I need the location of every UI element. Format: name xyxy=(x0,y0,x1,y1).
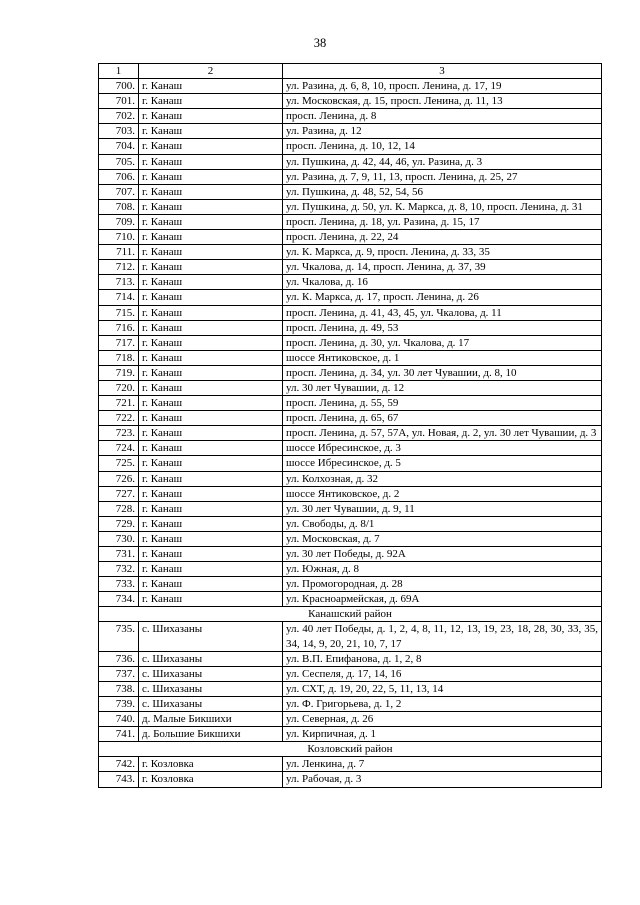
row-number: 711. xyxy=(99,245,139,260)
address-cell: просп. Ленина, д. 30, ул. Чкалова, д. 17 xyxy=(283,335,602,350)
table-row xyxy=(99,651,602,666)
address-cell: ул. Промогородная, д. 28 xyxy=(283,577,602,592)
settlement-cell: г. Канаш xyxy=(139,139,283,154)
row-number: 709. xyxy=(99,214,139,229)
address-cell: ул. Кирпичная, д. 1 xyxy=(283,727,602,742)
address-cell: ул. Разина, д. 12 xyxy=(283,124,602,139)
settlement-cell: д. Малые Бикшихи xyxy=(139,712,283,727)
settlement-cell: с. Шихазаны xyxy=(139,651,283,666)
table-row xyxy=(99,696,602,711)
address-cell: ул. Разина, д. 7, 9, 11, 13, просп. Ленина, д. 25, 27 xyxy=(283,169,602,184)
row-number: 712. xyxy=(99,260,139,275)
row-number: 720. xyxy=(99,380,139,395)
table-row xyxy=(99,727,602,742)
address-cell: ул. В.П. Епифанова, д. 1, 2, 8 xyxy=(283,651,602,666)
row-number: 724. xyxy=(99,441,139,456)
section-row xyxy=(99,607,602,622)
table-row xyxy=(99,365,602,380)
section-title: Канашский район xyxy=(99,607,602,622)
address-cell: ул. Пушкина, д. 42, 44, 46, ул. Разина, д. 3 xyxy=(283,154,602,169)
row-number: 743. xyxy=(99,772,139,787)
settlement-cell: г. Канаш xyxy=(139,124,283,139)
row-number: 705. xyxy=(99,154,139,169)
row-number: 706. xyxy=(99,169,139,184)
address-cell: ул. Красноармейская, д. 69А xyxy=(283,592,602,607)
address-cell: просп. Ленина, д. 49, 53 xyxy=(283,320,602,335)
table-row xyxy=(99,139,602,154)
address-cell: просп. Ленина, д. 55, 59 xyxy=(283,396,602,411)
row-number: 730. xyxy=(99,531,139,546)
row-number: 739. xyxy=(99,696,139,711)
row-number: 738. xyxy=(99,681,139,696)
settlement-cell: г. Канаш xyxy=(139,456,283,471)
address-cell: ул. Пушкина, д. 50, ул. К. Маркса, д. 8, 10, просп. Ленина, д. 31 xyxy=(283,199,602,214)
row-number: 713. xyxy=(99,275,139,290)
row-number: 715. xyxy=(99,305,139,320)
row-number: 714. xyxy=(99,290,139,305)
table-row xyxy=(99,169,602,184)
table-row xyxy=(99,441,602,456)
table-row xyxy=(99,396,602,411)
table-row xyxy=(99,214,602,229)
address-cell: просп. Ленина, д. 18, ул. Разина, д. 15, 17 xyxy=(283,214,602,229)
column-header-1: 1 xyxy=(99,64,139,79)
table-row xyxy=(99,94,602,109)
settlement-cell: г. Канаш xyxy=(139,350,283,365)
address-cell: ул. Рабочая, д. 3 xyxy=(283,772,602,787)
address-cell: ул. СХТ, д. 19, 20, 22, 5, 11, 13, 14 xyxy=(283,681,602,696)
settlement-cell: г. Канаш xyxy=(139,199,283,214)
row-number: 727. xyxy=(99,486,139,501)
settlement-cell: г. Канаш xyxy=(139,365,283,380)
address-cell: ул. Чкалова, д. 16 xyxy=(283,275,602,290)
page-number: 38 xyxy=(313,36,327,50)
settlement-cell: г. Канаш xyxy=(139,380,283,395)
address-cell: ул. Пушкина, д. 48, 52, 54, 56 xyxy=(283,184,602,199)
row-number: 742. xyxy=(99,757,139,772)
address-table xyxy=(98,63,602,788)
table-row xyxy=(99,757,602,772)
table-row xyxy=(99,124,602,139)
row-number: 701. xyxy=(99,94,139,109)
settlement-cell: г. Канаш xyxy=(139,531,283,546)
table-row xyxy=(99,411,602,426)
address-cell: ул. Московская, д. 15, просп. Ленина, д. 11, 13 xyxy=(283,94,602,109)
table-row xyxy=(99,531,602,546)
settlement-cell: г. Канаш xyxy=(139,426,283,441)
row-number: 740. xyxy=(99,712,139,727)
settlement-cell: г. Канаш xyxy=(139,184,283,199)
address-cell: ул. Чкалова, д. 14, просп. Ленина, д. 37, 39 xyxy=(283,260,602,275)
address-cell: просп. Ленина, д. 22, 24 xyxy=(283,230,602,245)
table-body xyxy=(99,79,602,787)
settlement-cell: г. Канаш xyxy=(139,335,283,350)
column-header-3: 3 xyxy=(283,64,602,79)
row-number: 735. xyxy=(99,622,139,651)
address-cell: шоссе Янтиковское, д. 2 xyxy=(283,486,602,501)
settlement-cell: г. Канаш xyxy=(139,109,283,124)
address-cell: шоссе Янтиковское, д. 1 xyxy=(283,350,602,365)
table-row xyxy=(99,456,602,471)
table-row xyxy=(99,245,602,260)
row-number: 707. xyxy=(99,184,139,199)
table-row xyxy=(99,350,602,365)
settlement-cell: с. Шихазаны xyxy=(139,622,283,651)
settlement-cell: г. Канаш xyxy=(139,305,283,320)
table-row xyxy=(99,577,602,592)
table-row xyxy=(99,622,602,651)
settlement-cell: г. Канаш xyxy=(139,169,283,184)
table-header-row xyxy=(99,64,602,79)
settlement-cell: г. Канаш xyxy=(139,516,283,531)
row-number: 704. xyxy=(99,139,139,154)
table-row xyxy=(99,562,602,577)
row-number: 716. xyxy=(99,320,139,335)
address-cell: ул. 30 лет Чувашии, д. 9, 11 xyxy=(283,501,602,516)
address-cell: ул. Разина, д. 6, 8, 10, просп. Ленина, д. 17, 19 xyxy=(283,79,602,94)
settlement-cell: г. Канаш xyxy=(139,592,283,607)
settlement-cell: г. Канаш xyxy=(139,501,283,516)
address-cell: ул. К. Маркса, д. 9, просп. Ленина, д. 33, 35 xyxy=(283,245,602,260)
table-row xyxy=(99,260,602,275)
row-number: 729. xyxy=(99,516,139,531)
row-number: 725. xyxy=(99,456,139,471)
settlement-cell: с. Шихазаны xyxy=(139,666,283,681)
table-row xyxy=(99,335,602,350)
settlement-cell: г. Канаш xyxy=(139,245,283,260)
address-cell: ул. Свободы, д. 8/1 xyxy=(283,516,602,531)
table-row xyxy=(99,275,602,290)
settlement-cell: г. Канаш xyxy=(139,154,283,169)
address-cell: шоссе Ибресинское, д. 3 xyxy=(283,441,602,456)
section-title: Козловский район xyxy=(99,742,602,757)
table-row xyxy=(99,681,602,696)
settlement-cell: г. Канаш xyxy=(139,471,283,486)
row-number: 718. xyxy=(99,350,139,365)
address-cell: ул. 30 лет Чувашии, д. 12 xyxy=(283,380,602,395)
table-row xyxy=(99,547,602,562)
settlement-cell: г. Канаш xyxy=(139,396,283,411)
settlement-cell: г. Канаш xyxy=(139,260,283,275)
row-number: 723. xyxy=(99,426,139,441)
row-number: 703. xyxy=(99,124,139,139)
settlement-cell: г. Канаш xyxy=(139,411,283,426)
settlement-cell: г. Канаш xyxy=(139,275,283,290)
address-cell: ул. 40 лет Победы, д. 1, 2, 4, 8, 11, 12, 13, 19, 23, 18, 28, 30, 33, 35, 34, 14, 9, 20, 21, 10, 7, 17 xyxy=(283,622,602,651)
row-number: 726. xyxy=(99,471,139,486)
address-cell: ул. Московская, д. 7 xyxy=(283,531,602,546)
settlement-cell: г. Канаш xyxy=(139,577,283,592)
row-number: 721. xyxy=(99,396,139,411)
address-cell: ул. Южная, д. 8 xyxy=(283,562,602,577)
table-row xyxy=(99,516,602,531)
row-number: 708. xyxy=(99,199,139,214)
row-number: 731. xyxy=(99,547,139,562)
settlement-cell: г. Козловка xyxy=(139,757,283,772)
row-number: 736. xyxy=(99,651,139,666)
settlement-cell: г. Канаш xyxy=(139,441,283,456)
table-row xyxy=(99,184,602,199)
table-row xyxy=(99,109,602,124)
settlement-cell: г. Козловка xyxy=(139,772,283,787)
address-cell: ул. Ф. Григорьева, д. 1, 2 xyxy=(283,696,602,711)
address-cell: просп. Ленина, д. 34, ул. 30 лет Чувашии, д. 8, 10 xyxy=(283,365,602,380)
address-cell: ул. К. Маркса, д. 17, просп. Ленина, д. 26 xyxy=(283,290,602,305)
address-cell: ул. Северная, д. 26 xyxy=(283,712,602,727)
table-row xyxy=(99,79,602,94)
row-number: 737. xyxy=(99,666,139,681)
table-row xyxy=(99,592,602,607)
address-cell: просп. Ленина, д. 10, 12, 14 xyxy=(283,139,602,154)
settlement-cell: г. Канаш xyxy=(139,562,283,577)
section-row xyxy=(99,742,602,757)
settlement-cell: д. Большие Бикшихи xyxy=(139,727,283,742)
table-row xyxy=(99,320,602,335)
row-number: 719. xyxy=(99,365,139,380)
address-cell: просп. Ленина, д. 41, 43, 45, ул. Чкалова, д. 11 xyxy=(283,305,602,320)
table-row xyxy=(99,154,602,169)
table-row xyxy=(99,426,602,441)
row-number: 733. xyxy=(99,577,139,592)
address-cell: ул. 30 лет Победы, д. 92А xyxy=(283,547,602,562)
address-cell: просп. Ленина, д. 8 xyxy=(283,109,602,124)
settlement-cell: г. Канаш xyxy=(139,290,283,305)
settlement-cell: г. Канаш xyxy=(139,320,283,335)
settlement-cell: г. Канаш xyxy=(139,230,283,245)
settlement-cell: с. Шихазаны xyxy=(139,681,283,696)
table-row xyxy=(99,666,602,681)
table-row xyxy=(99,471,602,486)
table-row xyxy=(99,199,602,214)
column-header-2: 2 xyxy=(139,64,283,79)
address-cell: ул. Сеспеля, д. 17, 14, 16 xyxy=(283,666,602,681)
row-number: 710. xyxy=(99,230,139,245)
row-number: 728. xyxy=(99,501,139,516)
row-number: 732. xyxy=(99,562,139,577)
settlement-cell: г. Канаш xyxy=(139,547,283,562)
table-row xyxy=(99,380,602,395)
row-number: 734. xyxy=(99,592,139,607)
settlement-cell: г. Канаш xyxy=(139,214,283,229)
settlement-cell: с. Шихазаны xyxy=(139,696,283,711)
address-cell: ул. Ленкина, д. 7 xyxy=(283,757,602,772)
row-number: 700. xyxy=(99,79,139,94)
table-row xyxy=(99,230,602,245)
address-cell: просп. Ленина, д. 65, 67 xyxy=(283,411,602,426)
row-number: 717. xyxy=(99,335,139,350)
address-cell: ул. Колхозная, д. 32 xyxy=(283,471,602,486)
address-cell: просп. Ленина, д. 57, 57А, ул. Новая, д. 2, ул. 30 лет Чувашии, д. 3 xyxy=(283,426,602,441)
row-number: 741. xyxy=(99,727,139,742)
row-number: 722. xyxy=(99,411,139,426)
settlement-cell: г. Канаш xyxy=(139,79,283,94)
row-number: 702. xyxy=(99,109,139,124)
table-row xyxy=(99,290,602,305)
table-row xyxy=(99,712,602,727)
table-row xyxy=(99,772,602,787)
table-row xyxy=(99,305,602,320)
address-cell: шоссе Ибресинское, д. 5 xyxy=(283,456,602,471)
table-row xyxy=(99,501,602,516)
table-row xyxy=(99,486,602,501)
settlement-cell: г. Канаш xyxy=(139,486,283,501)
settlement-cell: г. Канаш xyxy=(139,94,283,109)
